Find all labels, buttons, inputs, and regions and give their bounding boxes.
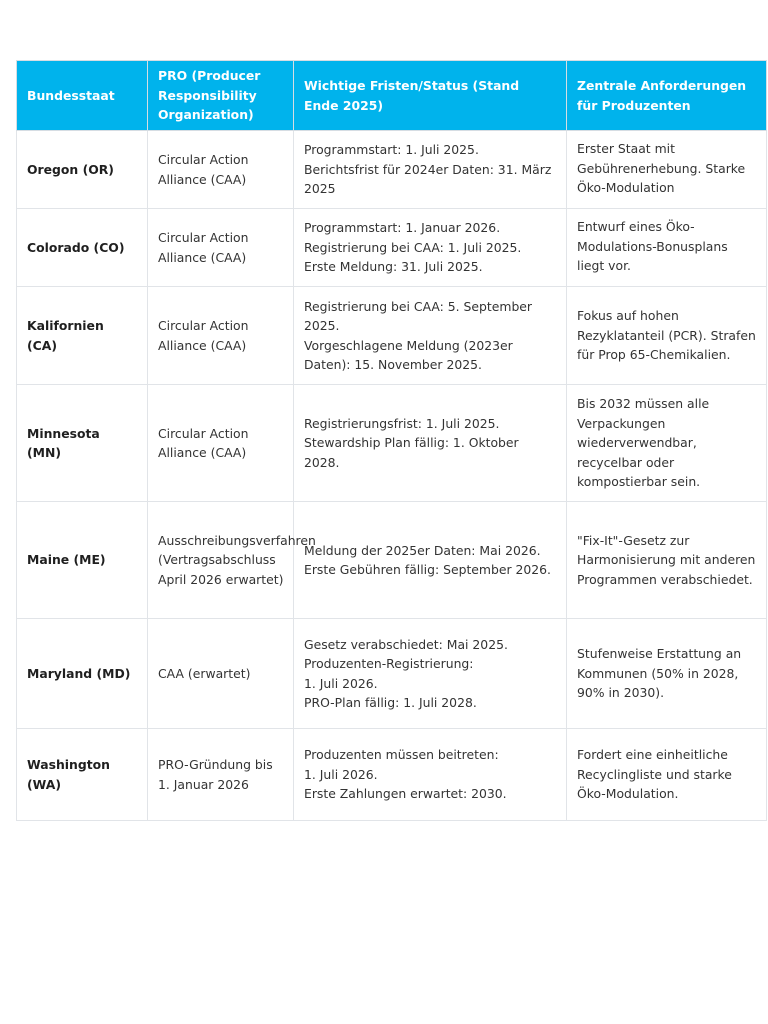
deadlines-cell: Produzenten müssen beitreten: 1. Juli 2026. Erste Zahlungen erwartet: 2030. xyxy=(294,729,567,821)
epr-status-table xyxy=(16,60,767,821)
header-requirements: Zentrale Anforderungen für Produzenten xyxy=(567,61,767,131)
deadlines-cell: Registrierung bei CAA: 5. September 2025. Vorgeschlagene Meldung (2023er Daten): 15. November 2025. xyxy=(294,287,567,385)
header-deadlines: Wichtige Fristen/Status (Stand Ende 2025) xyxy=(294,61,567,131)
state-cell: Kalifornien (CA) xyxy=(17,287,148,385)
requirements-cell: Fokus auf hohen Rezyklatanteil (PCR). Strafen für Prop 65-Chemikalien. xyxy=(567,287,767,385)
deadlines-cell: Programmstart: 1. Januar 2026. Registrierung bei CAA: 1. Juli 2025. Erste Meldung: 31. Juli 2025. xyxy=(294,209,567,287)
state-cell: Maryland (MD) xyxy=(17,619,148,729)
table-row xyxy=(17,385,767,502)
header-state: Bundesstaat xyxy=(17,61,148,131)
header-row xyxy=(17,61,767,131)
state-cell: Maine (ME) xyxy=(17,502,148,619)
table-row xyxy=(17,287,767,385)
pro-cell: Circular Action Alliance (CAA) xyxy=(148,287,294,385)
deadlines-cell: Programmstart: 1. Juli 2025. Berichtsfrist für 2024er Daten: 31. März 2025 xyxy=(294,131,567,209)
requirements-cell: Stufenweise Erstattung an Kommunen (50% in 2028, 90% in 2030). xyxy=(567,619,767,729)
pro-cell: CAA (erwartet) xyxy=(148,619,294,729)
pro-cell: PRO-Gründung bis 1. Januar 2026 xyxy=(148,729,294,821)
deadlines-cell: Registrierungsfrist: 1. Juli 2025. Stewardship Plan fällig: 1. Oktober 2028. xyxy=(294,385,567,502)
pro-cell: Circular Action Alliance (CAA) xyxy=(148,385,294,502)
requirements-cell: "Fix-It"-Gesetz zur Harmonisierung mit anderen Programmen verabschiedet. xyxy=(567,502,767,619)
table-row xyxy=(17,619,767,729)
requirements-cell: Entwurf eines Öko-Modulations-Bonusplans liegt vor. xyxy=(567,209,767,287)
requirements-cell: Erster Staat mit Gebührenerhebung. Starke Öko-Modulation xyxy=(567,131,767,209)
table-body xyxy=(17,131,767,821)
state-cell: Minnesota (MN) xyxy=(17,385,148,502)
deadlines-cell: Gesetz verabschiedet: Mai 2025. Produzenten-Registrierung: 1. Juli 2026. PRO-Plan fällig: 1. Juli 2028. xyxy=(294,619,567,729)
table-row xyxy=(17,209,767,287)
table-row xyxy=(17,729,767,821)
pro-cell: Circular Action Alliance (CAA) xyxy=(148,131,294,209)
pro-cell: Circular Action Alliance (CAA) xyxy=(148,209,294,287)
table-header xyxy=(17,61,767,131)
state-cell: Colorado (CO) xyxy=(17,209,148,287)
requirements-cell: Bis 2032 müssen alle Verpackungen wiederverwendbar, recycelbar oder kompostierbar sein. xyxy=(567,385,767,502)
state-cell: Oregon (OR) xyxy=(17,131,148,209)
state-cell: Washington (WA) xyxy=(17,729,148,821)
header-pro: PRO (Producer Responsibility Organization) xyxy=(148,61,294,131)
deadlines-cell: Meldung der 2025er Daten: Mai 2026. Erste Gebühren fällig: September 2026. xyxy=(294,502,567,619)
pro-cell: Ausschreibungsverfahren (Vertragsabschluss April 2026 erwartet) xyxy=(148,502,294,619)
requirements-cell: Fordert eine einheitliche Recyclingliste und starke Öko-Modulation. xyxy=(567,729,767,821)
table-row xyxy=(17,131,767,209)
table-row xyxy=(17,502,767,619)
